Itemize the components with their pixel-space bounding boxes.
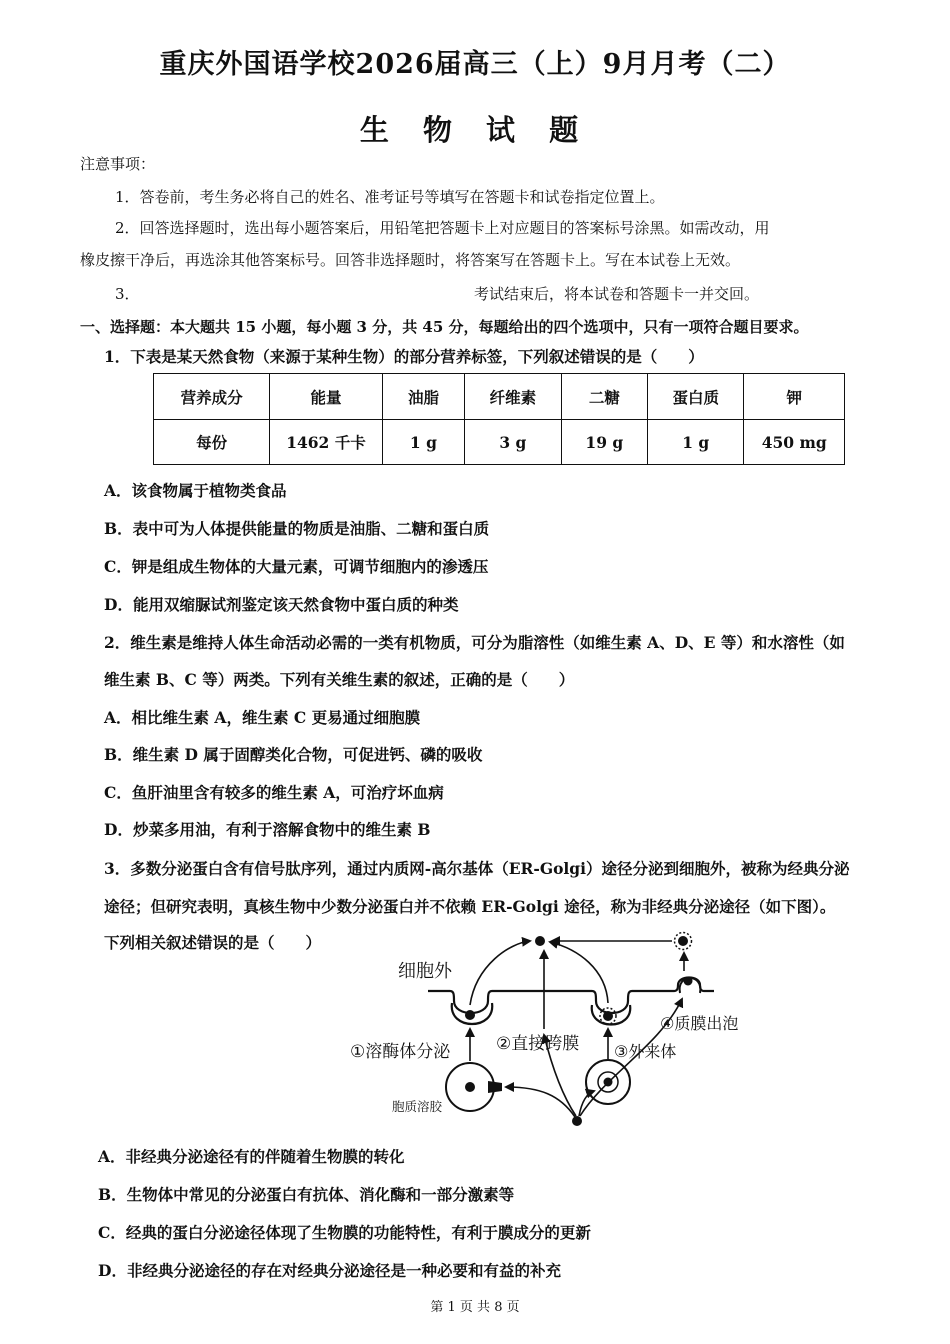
q3-stem-line-3: 下列相关叙述错误的是（ ） (104, 933, 322, 952)
table-header-cell: 二糖 (561, 374, 648, 420)
q2-stem-line-2: 维生素 B、C 等）两类。下列有关维生素的叙述，正确的是（ ） (104, 670, 575, 689)
section-1-heading: 一、选择题：本大题共 15 小题，每小题 3 分，共 45 分，每题给出的四个选项中，只有一项符合题目要求。 (80, 318, 809, 336)
cytosolic-protein (572, 1116, 582, 1126)
secreted-protein (535, 936, 545, 946)
table-header-cell: 纤维素 (465, 374, 561, 420)
exam-title: 重庆外国语学校2026届高三（上）9月月考（二） (159, 49, 791, 80)
page-number: 第 1 页 共 8 页 (430, 1300, 520, 1315)
q1-option-c: C．钾是组成生物体的大量元素，可调节细胞内的渗透压 (104, 557, 489, 576)
table-header-cell: 油脂 (382, 374, 464, 420)
q3-option-c: C．经典的蛋白分泌途径体现了生物膜的功能特性，有利于膜成分的更新 (98, 1223, 591, 1242)
table-cell: 1 g (648, 420, 744, 465)
q3-stem-line-1: 3．多数分泌蛋白含有信号肽序列，通过内质网-高尔基体（ER-Golgi）途径分泌到细胞外，被称为经典分泌 (104, 859, 850, 878)
bleb-cargo (684, 977, 693, 986)
q2-option-d: D．炒菜多用油，有利于溶解食物中的维生素 B (104, 820, 431, 839)
q3-stem-line-2: 途径；但研究表明，真核生物中少数分泌蛋白并不依赖 ER-Golgi 途径，称为非经典分泌途径（如下图）。 (104, 897, 836, 916)
q2-option-c: C．鱼肝油里含有较多的维生素 A，可治疗坏血病 (104, 783, 444, 802)
lysosome-cargo (465, 1010, 475, 1020)
q2-option-a: A．相比维生素 A，维生素 C 更易通过细胞膜 (104, 708, 421, 727)
nutrition-table (153, 373, 845, 465)
q1-option-d: D．能用双缩脲试剂鉴定该天然食物中蛋白质的种类 (104, 595, 459, 614)
q2-stem-line-1: 2．维生素是维持人体生命活动必需的一类有机物质，可分为脂溶性（如维生素 A、D、E 等）和水溶性（如 (104, 633, 845, 652)
table-header-cell: 蛋白质 (648, 374, 744, 420)
table-row (154, 420, 845, 465)
notes-heading: 注意事项： (80, 155, 156, 173)
label-cytosol: 胞质溶胶 (392, 1099, 443, 1114)
table-header-row (154, 374, 845, 420)
transporter-icon (488, 1081, 502, 1093)
note-item-3-text: 考试结束后，将本试卷和答题卡一并交回。 (474, 285, 760, 303)
table-header-cell: 能量 (270, 374, 382, 420)
table-header-cell: 钾 (744, 374, 845, 420)
q3-option-d: D．非经典分泌途径的存在对经典分泌途径是一种必要和有益的补充 (98, 1261, 561, 1280)
q2-option-b: B．维生素 D 属于固醇类化合物，可促进钙、磷的吸收 (104, 745, 483, 764)
note-item-2-line-1: 2．回答选择题时，选出每小题答案后，用铅笔把答题卡上对应题目的答案标号涂黑。如需改动，用 (115, 219, 770, 237)
table-cell: 1 g (382, 420, 464, 465)
subject-title: 生 物 试 题 (359, 113, 591, 147)
table-cell: 3 g (465, 420, 561, 465)
bleb-released-protein (678, 936, 688, 946)
q1-option-a: A．该食物属于植物类食品 (104, 481, 287, 500)
q3-option-a: A．非经典分泌途径有的伴随着生物膜的转化 (98, 1147, 405, 1166)
q1-stem: 1．下表是某天然食物（来源于某种生物）的部分营养标签，下列叙述错误的是（ ） (104, 347, 704, 366)
label-direct-translocation: ②直接跨膜 (496, 1034, 580, 1054)
table-cell: 450 mg (744, 420, 845, 465)
note-item-3-number: 3． (115, 285, 140, 303)
label-extracellular: 细胞外 (398, 961, 452, 982)
plasma-membrane-inner (452, 1003, 630, 1025)
table-cell: 19 g (561, 420, 648, 465)
label-lysosome-secretion: ①溶酶体分泌 (350, 1042, 451, 1062)
plasma-membrane-outer (428, 978, 714, 1014)
q3-option-b: B．生物体中常见的分泌蛋白有抗体、消化酶和一部分激素等 (98, 1185, 515, 1204)
exosome-cargo (603, 1011, 613, 1021)
label-exosome: ③外来体 (614, 1042, 677, 1061)
note-item-1: 1．答卷前，考生务必将自己的姓名、准考证号等填写在答题卡和试卷指定位置上。 (115, 188, 665, 206)
secretion-pathway-diagram (330, 925, 750, 1135)
note-item-2-line-2: 橡皮擦干净后，再选涂其他答案标号。回答非选择题时，将答案写在答题卡上。写在本试卷上无效。 (80, 251, 741, 269)
table-cell: 每份 (154, 420, 270, 465)
table-header-cell: 营养成分 (154, 374, 270, 420)
table-cell: 1462 千卡 (270, 420, 382, 465)
q1-option-b: B．表中可为人体提供能量的物质是油脂、二糖和蛋白质 (104, 519, 490, 538)
label-membrane-blebbing: ④质膜出泡 (660, 1014, 739, 1033)
